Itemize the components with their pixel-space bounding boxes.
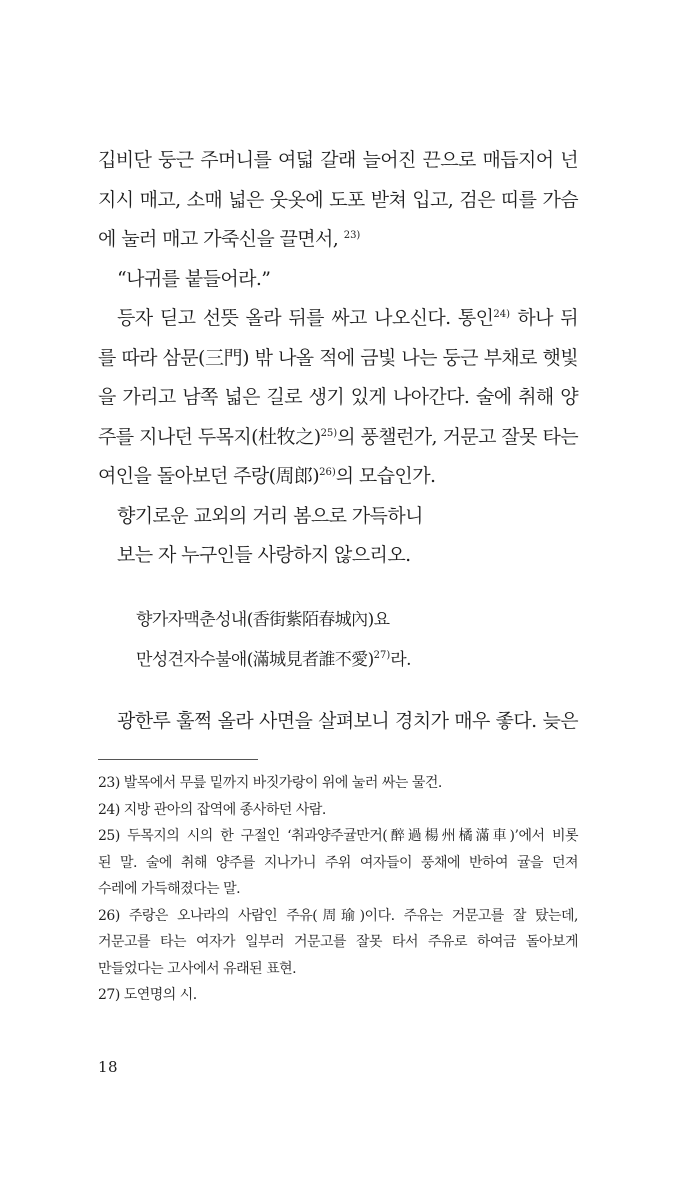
text-span: 하나 뒤 bbox=[510, 307, 578, 329]
footnote-line: 23) 발목에서 무릎 밑까지 바짓가랑이 위에 눌러 싸는 물건. bbox=[98, 775, 442, 791]
page-number: 18 bbox=[98, 1058, 119, 1076]
footnote-line: 수레에 가득해졌다는 말. bbox=[98, 881, 241, 897]
footnote-ref-27[interactable]: 27) bbox=[373, 649, 391, 661]
text-span: 만성견자수불애(滿城見者誰不愛) bbox=[136, 649, 374, 670]
text-line bbox=[98, 418, 578, 458]
text-line: 지시 매고, 소매 넓은 웃옷에 도포 받쳐 입고, 검은 띠를 가슴 bbox=[98, 188, 578, 211]
paragraph-3 bbox=[98, 702, 578, 742]
footnote-24 bbox=[98, 797, 578, 824]
text-line: 을 가리고 남쪽 넓은 길로 생기 있게 나아간다. 술에 취해 양 bbox=[98, 386, 578, 408]
text-line bbox=[98, 220, 578, 260]
footnote-ref-25[interactable]: 25) bbox=[320, 427, 338, 439]
quote-line bbox=[98, 260, 578, 300]
footnote-ref-26[interactable]: 26) bbox=[319, 467, 336, 478]
spacer bbox=[98, 576, 578, 600]
text-line bbox=[98, 457, 578, 497]
text-line: 를 따라 삼문(三門) 밖 나올 적에 금빛 나는 둥근 부채로 햇빛 bbox=[98, 346, 578, 369]
footnotes bbox=[98, 770, 578, 1009]
text-span: 여인을 돌아보던 주랑(周郎) bbox=[98, 465, 320, 487]
paragraph-2 bbox=[98, 299, 578, 497]
footnote-line: 27) 도연명의 시. bbox=[98, 987, 197, 1003]
text-span: 에 눌러 매고 가죽신을 끌면서, bbox=[98, 228, 339, 250]
footnote-23 bbox=[98, 770, 578, 797]
footnote-27 bbox=[98, 982, 578, 1009]
paragraph-1 bbox=[98, 141, 578, 260]
text-line: “나귀를 붙들어라.” bbox=[117, 267, 271, 290]
verse-line bbox=[136, 640, 578, 680]
footnote-line: 24) 지방 관아의 잡역에 종사하던 사람. bbox=[98, 801, 326, 818]
footnote-ref-24[interactable]: 24) bbox=[493, 309, 511, 320]
text-span: 의 모습인가. bbox=[335, 465, 436, 487]
footnote-divider bbox=[98, 759, 258, 760]
verse-korean bbox=[98, 497, 578, 576]
footnote-line: 만들었다는 고사에서 유래된 표현. bbox=[98, 960, 297, 977]
spacer bbox=[98, 680, 578, 702]
verse-line: 향기로운 교외의 거리 봄으로 가득하니 bbox=[117, 504, 423, 527]
text-line: 광한루 훌쩍 올라 사면을 살펴보니 경치가 매우 좋다. 늦은 bbox=[117, 709, 578, 732]
verse-hanja bbox=[98, 600, 578, 680]
footnote-line: 거문고를 타는 여자가 일부러 거문고를 잘못 타서 주유로 하여금 돌아보게 bbox=[98, 934, 578, 950]
text-span: 라. bbox=[390, 649, 411, 670]
footnote-ref-23[interactable]: 23) bbox=[343, 230, 361, 241]
text-span: 주를 지나던 두목지(杜牧之) bbox=[98, 425, 321, 448]
footnote-25 bbox=[98, 823, 578, 903]
footnote-line: 된 말. 술에 취해 양주를 지나가니 주위 여자들이 풍채에 반하여 귤을 던져 bbox=[98, 854, 578, 871]
text-line bbox=[98, 299, 578, 339]
text-span: 등자 딛고 선뜻 올라 뒤를 싸고 나오신다. 통인 bbox=[117, 307, 494, 329]
footnote-26 bbox=[98, 903, 578, 983]
verse-line: 향가자맥춘성내(香街紫陌春城內)요 bbox=[136, 609, 390, 630]
text-span: 의 풍챌런가, 거문고 잘못 타는 bbox=[337, 425, 578, 448]
verse-line: 보는 자 누구인들 사랑하지 않으리오. bbox=[117, 544, 411, 566]
main-text bbox=[98, 141, 578, 741]
text-line: 깁비단 둥근 주머니를 여덟 갈래 늘어진 끈으로 매듭지어 넌 bbox=[98, 149, 578, 171]
footnote-line: 25) 두목지의 시의 한 구절인 ‘취과양주귤만거(醉過楊州橘滿車)’에서 비롯 bbox=[98, 828, 578, 844]
footnote-line: 26) 주랑은 오나라의 사람인 주유(周瑜)이다. 주유는 거문고를 잘 탔는데, bbox=[98, 907, 578, 924]
